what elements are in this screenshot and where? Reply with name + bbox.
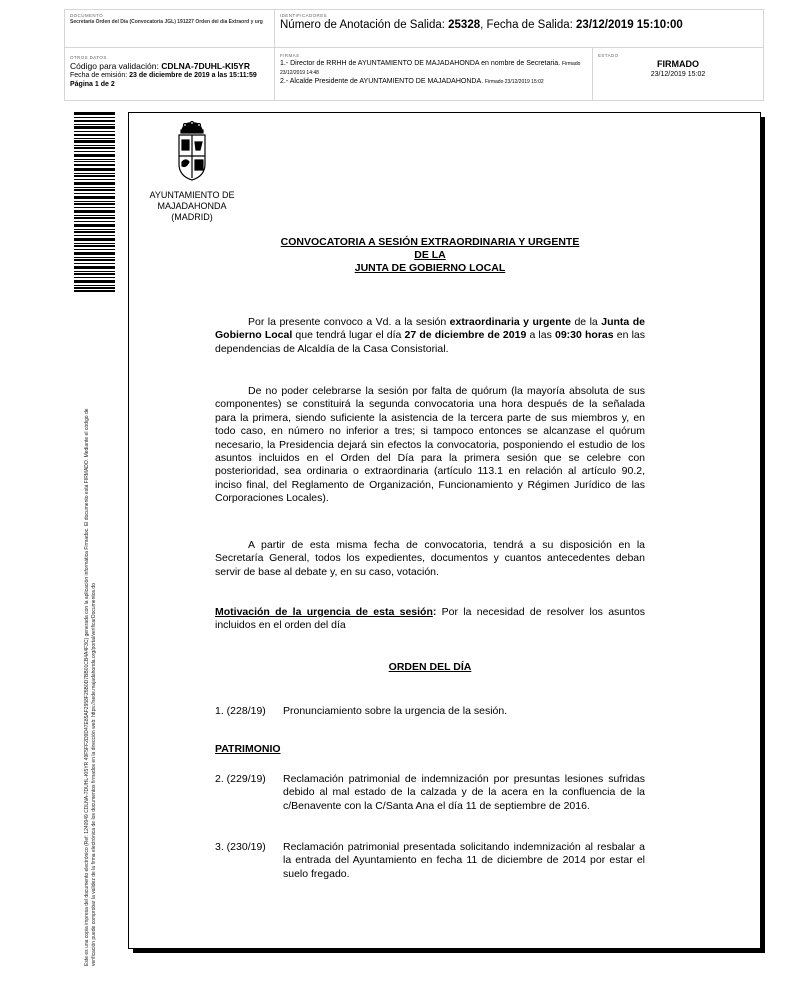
paragraph-disposicion (215, 539, 645, 579)
p1-a: Por la presente convoco a Vd. a la sesión (248, 316, 450, 328)
agenda-item-text: Reclamación patrimonial de indemnización por presuntas lesiones sufridas debido al mal estado de la calzada y de la acera en la confluencia de la c/Benavente con la C/Santa Ana el día 11 de septiembre de 2016. (283, 773, 645, 812)
side-text-line-2: verificación puede comprobar la validez de la firma electrónica de los documentos firmados en la dirección web: https://sede.majadahonda.org/portal/verificarDocumentos.do (91, 583, 97, 966)
estado-cell (593, 48, 763, 100)
agenda-item-number: 1. (228/19) (215, 705, 266, 717)
anotacion-number: 25328 (448, 19, 481, 31)
p2-text: De no poder celebrarse la sesión por falta de quórum (la mayoría absoluta de sus componentes) se constituirá la segunda convocatoria una hora después de la señalada para la primera, siendo suficiente la asistencia de la tercera parte de sus miembros y, en todo caso, en número no inferior a tres; si tampoco entonces se alcanzase el quórum necesario, la Presidencia dejará sin efectos la convocatoria, posponiendo el estudio de los asuntos incluidos en el Orden del Día para la primera sesión que se celebre con posterioridad, sea ordinaria o extraordinaria (artículo 113.1 en relación al artículo 90.2, inciso final, del Reglamento de Organización, Funcionamiento y Régimen Jurídico de las Corporaciones Locales). (215, 385, 645, 505)
codigo-validacion: CDLNA-7DUHL-KI5YR (161, 61, 250, 71)
agenda-item-text: Reclamación patrimonial presentada solicitando indemnización al resbalar a la entrada del Ayuntamiento en fecha 11 de diciembre de 2014 por estar el suelo fregado. (283, 841, 645, 880)
agenda-item (215, 841, 645, 881)
firma-2-text: 2.- Alcalde Presidente de AYUNTAMIENTO DE MAJADAHONDA. (280, 78, 484, 85)
codigo-line (70, 61, 269, 71)
estado-label: ESTADO (598, 53, 619, 58)
documento-value: Secretaría Orden del Día (Convocatoria JGL) 191227 Orden del día Extraord y urg (70, 19, 263, 25)
firma-1-text: 1.- Director de RRHH de AYUNTAMIENTO DE MAJADAHONDA en nombre de Secretaria. (280, 60, 561, 67)
section-patrimonio: PATRIMONIO (215, 743, 281, 755)
document-header (64, 9, 764, 101)
ayuntamiento-name (138, 190, 246, 223)
firma-1-note: Firmado 23/12/2019 14:48 (280, 61, 581, 76)
fecha-prefix: , Fecha de Salida: (480, 19, 577, 31)
anotacion-line (280, 19, 758, 32)
orden-del-dia-title: ORDEN DEL DÍA (388, 661, 472, 673)
firma-1 (280, 59, 587, 77)
firmas-label: FIRMAS (280, 53, 300, 58)
page-indicator: Página 1 de 2 (70, 81, 115, 88)
agenda-item (215, 773, 645, 813)
fecha-salida: 23/12/2019 15:10:00 (576, 19, 683, 31)
agenda-item-number: 3. (230/19) (215, 841, 266, 853)
p1-c: de la (570, 316, 602, 328)
p3-text: A partir de esta misma fecha de convocatoria, tendrá a su disposición en la Secretaría General, todos los expedientes, documentos y cuantos antecedentes deban servir de base al debate y, en su caso, votación. (215, 539, 645, 578)
verification-side-text (84, 266, 98, 966)
p1-d: Junta de Gobierno Local (215, 316, 645, 342)
firmas-cell (275, 48, 593, 100)
p1-g: a las (526, 329, 555, 342)
p1-b: extraordinaria y urgente (449, 316, 571, 328)
ayuntamiento-line-3: (MADRID) (171, 212, 213, 222)
p1-h: 09:30 horas (555, 329, 614, 342)
otros-datos-label: OTROS DATOS (70, 55, 107, 60)
emision-date: 23 de diciembre de 2019 a las 15:11:59 (129, 72, 257, 79)
ayuntamiento-line-1: AYUNTAMIENTO DE (149, 190, 235, 200)
title-line-2: DE LA (414, 249, 446, 261)
barcode (74, 112, 115, 292)
paragraph-quorum (215, 385, 645, 506)
firma-2 (280, 77, 587, 86)
motivacion-text: Por la necesidad de resolver los asuntos incluidos en el orden del día (215, 606, 645, 632)
ayuntamiento-line-2: MAJADAHONDA (157, 201, 227, 211)
document-title (215, 236, 645, 275)
anotacion-prefix: Número de Anotación de Salida: (280, 19, 449, 31)
firma-2-note: Firmado 23/12/2019 15:02 (485, 79, 544, 85)
documento-cell (65, 10, 275, 48)
motivacion-colon: : (432, 606, 437, 618)
identificadores-cell (275, 10, 763, 48)
title-line-3: JUNTA DE GOBIERNO LOCAL (354, 262, 506, 274)
agenda-item-text: Pronunciamiento sobre la urgencia de la sesión. (283, 705, 508, 717)
emision-line (70, 71, 269, 80)
motivacion-label: Motivación de la urgencia de esta sesión (215, 606, 433, 618)
identificadores-label: IDENTIFICADORES (280, 13, 328, 18)
title-line-1: CONVOCATORIA A SESIÓN EXTRAORDINARIA Y URGENTE (280, 236, 580, 248)
agenda-item-number: 2. (229/19) (215, 773, 266, 785)
p1-e: que tendrá lugar el día (292, 329, 405, 342)
paragraph-convocatoria (215, 316, 645, 356)
paragraph-motivacion (215, 606, 645, 633)
estado-date: 23/12/2019 15:02 (650, 71, 706, 78)
agenda-item (215, 705, 645, 718)
estado-value: FIRMADO (657, 59, 699, 69)
emision-prefix: Fecha de emisión: (70, 72, 130, 79)
otros-datos-cell (65, 48, 275, 100)
p1-f: 27 de diciembre de 2019 (404, 329, 527, 342)
coat-of-arms-icon (174, 118, 210, 184)
documento-label: DOCUMENTO (70, 13, 104, 18)
side-text-line-1: Este es una copia impresa del documento electrónico (Ref: 1240949 CDLNA-7DUHL-KI5YR 49F5FF2D9D47E85AF2958F25B0D7BB01CB4A4F3C) generada con la aplicación informática Firmadoc. El documento está FIRMADO. Mediante el código de (84, 408, 90, 966)
codigo-prefix: Código para validación: (70, 61, 162, 71)
p1-i: en las dependencias de Alcaldía de la Casa Consistorial. (215, 329, 646, 355)
